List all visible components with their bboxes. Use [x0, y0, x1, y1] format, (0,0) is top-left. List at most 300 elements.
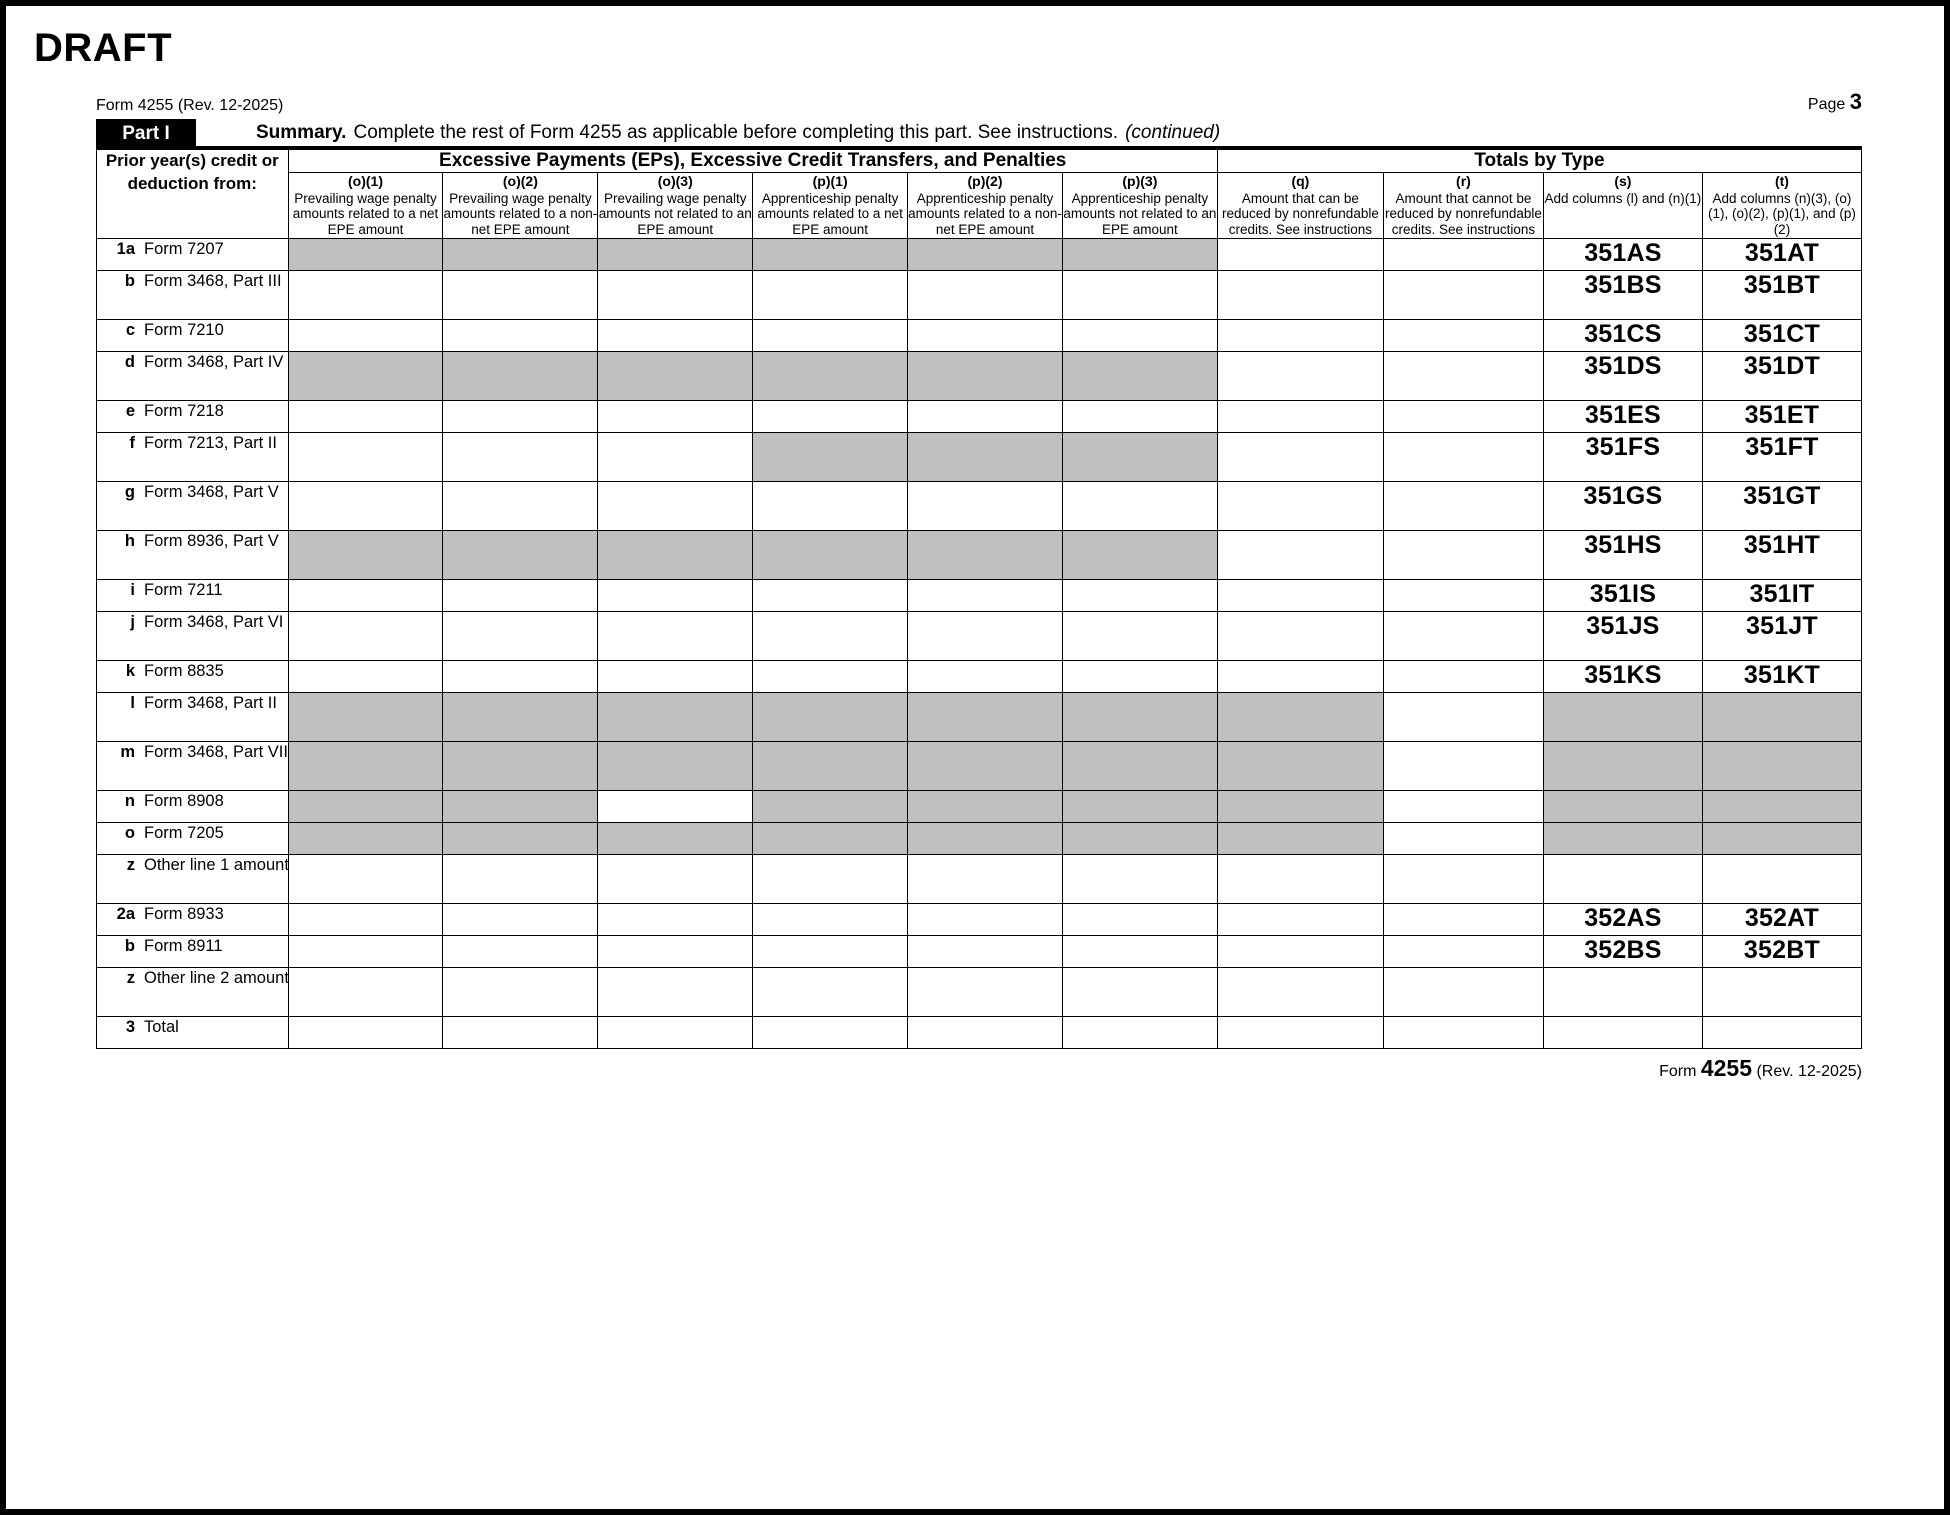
code-cell-s[interactable]: 352BS: [1543, 936, 1702, 968]
entry-cell[interactable]: [288, 968, 443, 1017]
code-cell-s[interactable]: 351GS: [1543, 482, 1702, 531]
code-cell-s: [1543, 742, 1702, 791]
code-cell-t: [1702, 742, 1861, 791]
entry-cell[interactable]: [1062, 482, 1217, 531]
table-row: [97, 855, 1862, 904]
entry-cell[interactable]: [288, 612, 443, 661]
table-row: [97, 401, 1862, 433]
entry-cell: [1217, 742, 1383, 791]
row-label: [97, 823, 289, 855]
entry-cell[interactable]: [1383, 742, 1543, 791]
row-label: [97, 271, 289, 320]
column-header-o1: (o)(1) Prevailing wage penalty amounts related to a net EPE amount: [288, 173, 443, 239]
entry-cell: [598, 693, 753, 742]
entry-cell: [908, 742, 1063, 791]
code-cell-t[interactable]: 351ET: [1702, 401, 1861, 433]
code-cell-t: [1702, 791, 1861, 823]
page-number-label: Page 3: [1807, 89, 1862, 114]
entry-cell[interactable]: [1217, 661, 1383, 693]
column-header-t: (t) Add columns (n)(3), (o)(1), (o)(2), (p)(1), and (p)(2): [1702, 173, 1861, 239]
row-form-name: Form 8936, Part V: [144, 532, 279, 551]
entry-cell[interactable]: [598, 320, 753, 352]
entry-cell[interactable]: [753, 936, 908, 968]
table-row: [97, 823, 1862, 855]
entry-cell[interactable]: [598, 433, 753, 482]
entry-cell: [1062, 791, 1217, 823]
code-cell-t[interactable]: [1702, 968, 1861, 1017]
entry-cell[interactable]: [1062, 855, 1217, 904]
entry-cell: [1062, 433, 1217, 482]
entry-cell[interactable]: [1062, 904, 1217, 936]
group-header-row: [97, 150, 1862, 173]
row-form-name: Total: [144, 1018, 179, 1037]
entry-cell[interactable]: [753, 661, 908, 693]
entry-cell: [753, 352, 908, 401]
code-cell-t[interactable]: [1702, 1017, 1861, 1049]
code-cell-t[interactable]: 351GT: [1702, 482, 1861, 531]
entry-cell: [753, 742, 908, 791]
entry-cell[interactable]: [598, 580, 753, 612]
row-label: [97, 580, 289, 612]
part-description: Complete the rest of Form 4255 as applicable before completing this part. See instructions.: [353, 121, 1119, 143]
row-label: [97, 904, 289, 936]
code-cell-s[interactable]: 351JS: [1543, 612, 1702, 661]
table-row: [97, 239, 1862, 271]
table-row: [97, 531, 1862, 580]
entry-cell[interactable]: [1383, 968, 1543, 1017]
entry-cell[interactable]: [753, 904, 908, 936]
table-row: [97, 1017, 1862, 1049]
code-cell-t[interactable]: 351CT: [1702, 320, 1861, 352]
row-letter: 2a: [116, 905, 135, 924]
row-form-name: Other line 1 amount: [144, 856, 289, 875]
entry-cell[interactable]: [443, 401, 598, 433]
code-cell-s[interactable]: 351KS: [1543, 661, 1702, 693]
group-header-left: Excessive Payments (EPs), Excessive Credit Transfers, and Penalties: [288, 150, 1217, 173]
code-cell-t[interactable]: 351JT: [1702, 612, 1861, 661]
entry-cell[interactable]: [1383, 531, 1543, 580]
entry-cell[interactable]: [288, 1017, 443, 1049]
entry-cell[interactable]: [1383, 936, 1543, 968]
entry-cell[interactable]: [753, 968, 908, 1017]
entry-cell: [753, 791, 908, 823]
code-cell-t[interactable]: 351AT: [1702, 239, 1861, 271]
row-label: [97, 352, 289, 401]
row-label: [97, 936, 289, 968]
code-cell-s[interactable]: 351AS: [1543, 239, 1702, 271]
part-summary: [196, 119, 1862, 149]
code-cell-s[interactable]: 351HS: [1543, 531, 1702, 580]
entry-cell[interactable]: [753, 320, 908, 352]
entry-cell[interactable]: [598, 855, 753, 904]
entry-cell[interactable]: [1217, 531, 1383, 580]
row-form-name: Form 3468, Part III: [144, 272, 282, 291]
entry-cell[interactable]: [1383, 433, 1543, 482]
row-letter: b: [124, 272, 135, 291]
row-form-name: Form 7213, Part II: [144, 434, 277, 453]
entry-cell: [288, 693, 443, 742]
row-letter: l: [130, 694, 135, 713]
row-label: [97, 401, 289, 433]
entry-cell[interactable]: [908, 1017, 1063, 1049]
row-letter: b: [124, 937, 135, 956]
row-label: [97, 531, 289, 580]
entry-cell[interactable]: [443, 433, 598, 482]
entry-cell[interactable]: [1062, 320, 1217, 352]
entry-cell: [753, 823, 908, 855]
row-label: [97, 791, 289, 823]
row-letter: 1a: [116, 240, 135, 259]
row-label: [97, 693, 289, 742]
code-cell-t: [1702, 823, 1861, 855]
table-row: [97, 661, 1862, 693]
entry-cell[interactable]: [1383, 661, 1543, 693]
entry-cell[interactable]: [288, 271, 443, 320]
row-letter: m: [120, 743, 135, 762]
code-cell-t: [1702, 693, 1861, 742]
entry-cell[interactable]: [443, 612, 598, 661]
entry-cell: [1062, 693, 1217, 742]
row-label: [97, 482, 289, 531]
table-row: [97, 936, 1862, 968]
entry-cell[interactable]: [1383, 239, 1543, 271]
entry-cell: [908, 693, 1063, 742]
column-header-o3: (o)(3) Prevailing wage penalty amounts not related to an EPE amount: [598, 173, 752, 238]
row-form-name: Form 8835: [144, 662, 224, 681]
column-header-q: (q) Amount that can be reduced by nonrefundable credits. See instructions: [1217, 173, 1383, 239]
column-header-p3: (p)(3) Apprenticeship penalty amounts not related to an EPE amount: [1063, 173, 1217, 238]
row-letter: j: [130, 613, 135, 632]
entry-cell[interactable]: [443, 936, 598, 968]
row-letter: g: [124, 483, 135, 502]
entry-cell: [288, 531, 443, 580]
entry-cell[interactable]: [908, 968, 1063, 1017]
entry-cell[interactable]: [908, 320, 1063, 352]
entry-cell: [753, 531, 908, 580]
entry-cell: [908, 531, 1063, 580]
row-letter: f: [129, 434, 135, 453]
entry-cell[interactable]: [1217, 968, 1383, 1017]
entry-cell[interactable]: [753, 855, 908, 904]
column-header-p1: (p)(1) Apprenticeship penalty amounts related to a net EPE amount: [753, 173, 908, 239]
entry-cell[interactable]: [1383, 271, 1543, 320]
entry-cell[interactable]: [753, 401, 908, 433]
entry-cell: [908, 352, 1063, 401]
entry-cell[interactable]: [1383, 823, 1543, 855]
row-form-name: Form 7211: [144, 581, 223, 600]
row-form-name: Form 8933: [144, 905, 224, 924]
entry-cell[interactable]: [1383, 482, 1543, 531]
entry-cell[interactable]: [443, 661, 598, 693]
table-row: [97, 742, 1862, 791]
page-header: [96, 89, 1862, 115]
entry-cell[interactable]: [288, 936, 443, 968]
entry-cell[interactable]: [1217, 936, 1383, 968]
entry-cell: [1062, 742, 1217, 791]
group-header-right: Totals by Type: [1217, 150, 1861, 173]
table-row: [97, 352, 1862, 401]
row-form-name: Form 3468, Part IV: [144, 353, 284, 372]
row-label: [97, 1017, 289, 1049]
code-cell-s[interactable]: [1543, 968, 1702, 1017]
entry-cell[interactable]: [598, 482, 753, 531]
code-cell-t[interactable]: 351HT: [1702, 531, 1861, 580]
entry-cell[interactable]: [288, 580, 443, 612]
entry-cell[interactable]: [443, 855, 598, 904]
row-letter: c: [125, 321, 135, 340]
row-letter: o: [124, 824, 135, 843]
entry-cell[interactable]: [288, 433, 443, 482]
entry-cell[interactable]: [288, 320, 443, 352]
table-row: [97, 693, 1862, 742]
entry-cell[interactable]: [443, 904, 598, 936]
entry-cell[interactable]: [908, 904, 1063, 936]
entry-cell: [288, 239, 443, 271]
entry-cell[interactable]: [1383, 401, 1543, 433]
entry-cell[interactable]: [908, 936, 1063, 968]
entry-cell[interactable]: [443, 1017, 598, 1049]
row-form-name: Form 3468, Part II: [144, 694, 277, 713]
entry-cell[interactable]: [288, 482, 443, 531]
row-letter: d: [124, 353, 135, 372]
entry-cell[interactable]: [1217, 271, 1383, 320]
part-continued: (continued): [1125, 121, 1221, 143]
entry-cell[interactable]: [753, 612, 908, 661]
row-letter: k: [125, 662, 135, 681]
entry-cell[interactable]: [1062, 1017, 1217, 1049]
entry-cell[interactable]: [1062, 271, 1217, 320]
entry-cell[interactable]: [598, 936, 753, 968]
entry-cell[interactable]: [1383, 580, 1543, 612]
table-row: [97, 580, 1862, 612]
code-cell-s: [1543, 693, 1702, 742]
code-cell-s: [1543, 823, 1702, 855]
entry-cell[interactable]: [288, 904, 443, 936]
entry-cell: [1062, 823, 1217, 855]
entry-cell[interactable]: [1217, 612, 1383, 661]
entry-cell[interactable]: [288, 661, 443, 693]
entry-cell[interactable]: [908, 580, 1063, 612]
code-cell-s[interactable]: 351BS: [1543, 271, 1702, 320]
table-row: [97, 968, 1862, 1017]
entry-cell[interactable]: [1217, 239, 1383, 271]
table-row: [97, 904, 1862, 936]
entry-cell: [753, 239, 908, 271]
code-cell-t[interactable]: 351IT: [1702, 580, 1861, 612]
entry-cell[interactable]: [598, 401, 753, 433]
part-title: Summary.: [256, 121, 347, 143]
entry-cell: [598, 742, 753, 791]
entry-cell: [598, 531, 753, 580]
entry-cell[interactable]: [1062, 580, 1217, 612]
entry-cell[interactable]: [908, 661, 1063, 693]
entry-cell[interactable]: [908, 855, 1063, 904]
row-label: [97, 433, 289, 482]
entry-cell[interactable]: [908, 271, 1063, 320]
row-letter: n: [124, 792, 135, 811]
entry-cell[interactable]: [1062, 968, 1217, 1017]
footer-number: 4255: [1700, 1055, 1753, 1082]
code-cell-s[interactable]: 351IS: [1543, 580, 1702, 612]
code-cell-t[interactable]: 351BT: [1702, 271, 1861, 320]
entry-cell: [753, 433, 908, 482]
entry-cell[interactable]: [443, 271, 598, 320]
entry-cell[interactable]: [1217, 1017, 1383, 1049]
row-form-name: Form 8908: [144, 792, 224, 811]
row-letter: i: [130, 581, 135, 600]
row-form-name: Form 3468, Part VI: [144, 613, 284, 632]
code-cell-t[interactable]: [1702, 855, 1861, 904]
code-cell-t[interactable]: 351KT: [1702, 661, 1861, 693]
entry-cell[interactable]: [443, 482, 598, 531]
entry-cell: [288, 352, 443, 401]
entry-cell[interactable]: [1383, 320, 1543, 352]
entry-cell[interactable]: [598, 612, 753, 661]
entry-cell[interactable]: [1217, 580, 1383, 612]
column-header-row: [97, 173, 1862, 239]
code-cell-t[interactable]: 351FT: [1702, 433, 1861, 482]
column-header-r: (r) Amount that cannot be reduced by nonrefundable credits. See instructions: [1385, 173, 1542, 238]
entry-cell[interactable]: [1383, 904, 1543, 936]
row-form-name: Form 7207: [144, 240, 224, 259]
entry-cell[interactable]: [908, 401, 1063, 433]
entry-cell[interactable]: [753, 271, 908, 320]
entry-cell[interactable]: [1383, 791, 1543, 823]
code-cell-s[interactable]: [1543, 855, 1702, 904]
entry-cell[interactable]: [1383, 612, 1543, 661]
code-cell-s[interactable]: 351CS: [1543, 320, 1702, 352]
entry-cell[interactable]: [1062, 612, 1217, 661]
entry-cell[interactable]: [753, 1017, 908, 1049]
row-form-name: Form 7218: [144, 402, 224, 421]
row-label: [97, 239, 289, 271]
entry-cell: [753, 693, 908, 742]
entry-cell[interactable]: [443, 580, 598, 612]
draft-watermark: DRAFT: [34, 26, 173, 70]
form-footer: [96, 1055, 1862, 1082]
entry-cell: [598, 239, 753, 271]
row-label: [97, 612, 289, 661]
entry-cell[interactable]: [908, 612, 1063, 661]
code-cell-t[interactable]: 352BT: [1702, 936, 1861, 968]
entry-cell: [443, 239, 598, 271]
entry-cell[interactable]: [1217, 320, 1383, 352]
entry-cell[interactable]: [1217, 482, 1383, 531]
code-cell-s[interactable]: 351FS: [1543, 433, 1702, 482]
entry-cell: [908, 239, 1063, 271]
entry-cell[interactable]: [443, 968, 598, 1017]
entry-cell: [443, 823, 598, 855]
entry-cell: [1217, 823, 1383, 855]
row-form-name: Form 3468, Part V: [144, 483, 279, 502]
entry-cell[interactable]: [598, 271, 753, 320]
code-cell-s[interactable]: [1543, 1017, 1702, 1049]
row-form-name: Form 8911: [144, 937, 223, 956]
entry-cell[interactable]: [908, 482, 1063, 531]
entry-cell: [443, 693, 598, 742]
code-cell-t[interactable]: 351DT: [1702, 352, 1861, 401]
entry-cell[interactable]: [1217, 433, 1383, 482]
row-letter: 3: [125, 1018, 135, 1037]
row-label: [97, 661, 289, 693]
entry-cell: [443, 352, 598, 401]
entry-cell[interactable]: [753, 482, 908, 531]
form-id-label: Form 4255 (Rev. 12-2025): [96, 97, 284, 114]
summary-table: [96, 149, 1862, 1049]
row-letter: h: [124, 532, 135, 551]
entry-cell[interactable]: [1383, 855, 1543, 904]
entry-cell[interactable]: [598, 1017, 753, 1049]
entry-cell: [443, 791, 598, 823]
row-letter: z: [126, 856, 135, 875]
footer-rev: (Rev. 12-2025): [1756, 1063, 1862, 1081]
entry-cell[interactable]: [1217, 904, 1383, 936]
row-label: [97, 320, 289, 352]
entry-cell[interactable]: [1217, 401, 1383, 433]
entry-cell[interactable]: [288, 401, 443, 433]
code-cell-s[interactable]: 351ES: [1543, 401, 1702, 433]
entry-cell: [288, 791, 443, 823]
column-header-s: (s) Add columns (l) and (n)(1): [1543, 173, 1702, 239]
column-header-o2: (o)(2) Prevailing wage penalty amounts related to a non-net EPE amount: [443, 173, 598, 238]
entry-cell[interactable]: [1062, 661, 1217, 693]
entry-cell[interactable]: [1062, 936, 1217, 968]
stub-header: Prior year(s) credit or deduction from:: [97, 150, 289, 239]
entry-cell: [288, 823, 443, 855]
code-cell-s[interactable]: 351DS: [1543, 352, 1702, 401]
table-row: [97, 482, 1862, 531]
entry-cell: [1062, 239, 1217, 271]
entry-cell: [443, 742, 598, 791]
part-tag: Part I: [96, 119, 196, 149]
row-label: [97, 855, 289, 904]
row-label: [97, 742, 289, 791]
table-row: [97, 433, 1862, 482]
entry-cell[interactable]: [1217, 855, 1383, 904]
entry-cell[interactable]: [288, 855, 443, 904]
entry-cell[interactable]: [443, 320, 598, 352]
entry-cell: [908, 823, 1063, 855]
code-cell-t[interactable]: 352AT: [1702, 904, 1861, 936]
row-form-name: Form 7210: [144, 321, 224, 340]
code-cell-s: [1543, 791, 1702, 823]
entry-cell: [908, 433, 1063, 482]
entry-cell: [908, 791, 1063, 823]
entry-cell[interactable]: [598, 791, 753, 823]
row-form-name: Form 7205: [144, 824, 224, 843]
entry-cell[interactable]: [598, 661, 753, 693]
entry-cell: [1217, 791, 1383, 823]
entry-cell: [288, 742, 443, 791]
row-letter: e: [125, 402, 135, 421]
table-row: [97, 612, 1862, 661]
footer-prefix: Form: [1659, 1063, 1697, 1081]
table-row: [97, 791, 1862, 823]
entry-cell[interactable]: [1383, 352, 1543, 401]
entry-cell[interactable]: [1217, 352, 1383, 401]
entry-cell[interactable]: [1383, 1017, 1543, 1049]
entry-cell[interactable]: [598, 904, 753, 936]
entry-cell[interactable]: [1383, 693, 1543, 742]
code-cell-s[interactable]: 352AS: [1543, 904, 1702, 936]
column-header-p2: (p)(2) Apprenticeship penalty amounts related to a non-net EPE amount: [908, 173, 1062, 238]
entry-cell[interactable]: [753, 580, 908, 612]
entry-cell[interactable]: [1062, 401, 1217, 433]
entry-cell: [598, 823, 753, 855]
table-row: [97, 271, 1862, 320]
entry-cell[interactable]: [598, 968, 753, 1017]
entry-cell: [1217, 693, 1383, 742]
